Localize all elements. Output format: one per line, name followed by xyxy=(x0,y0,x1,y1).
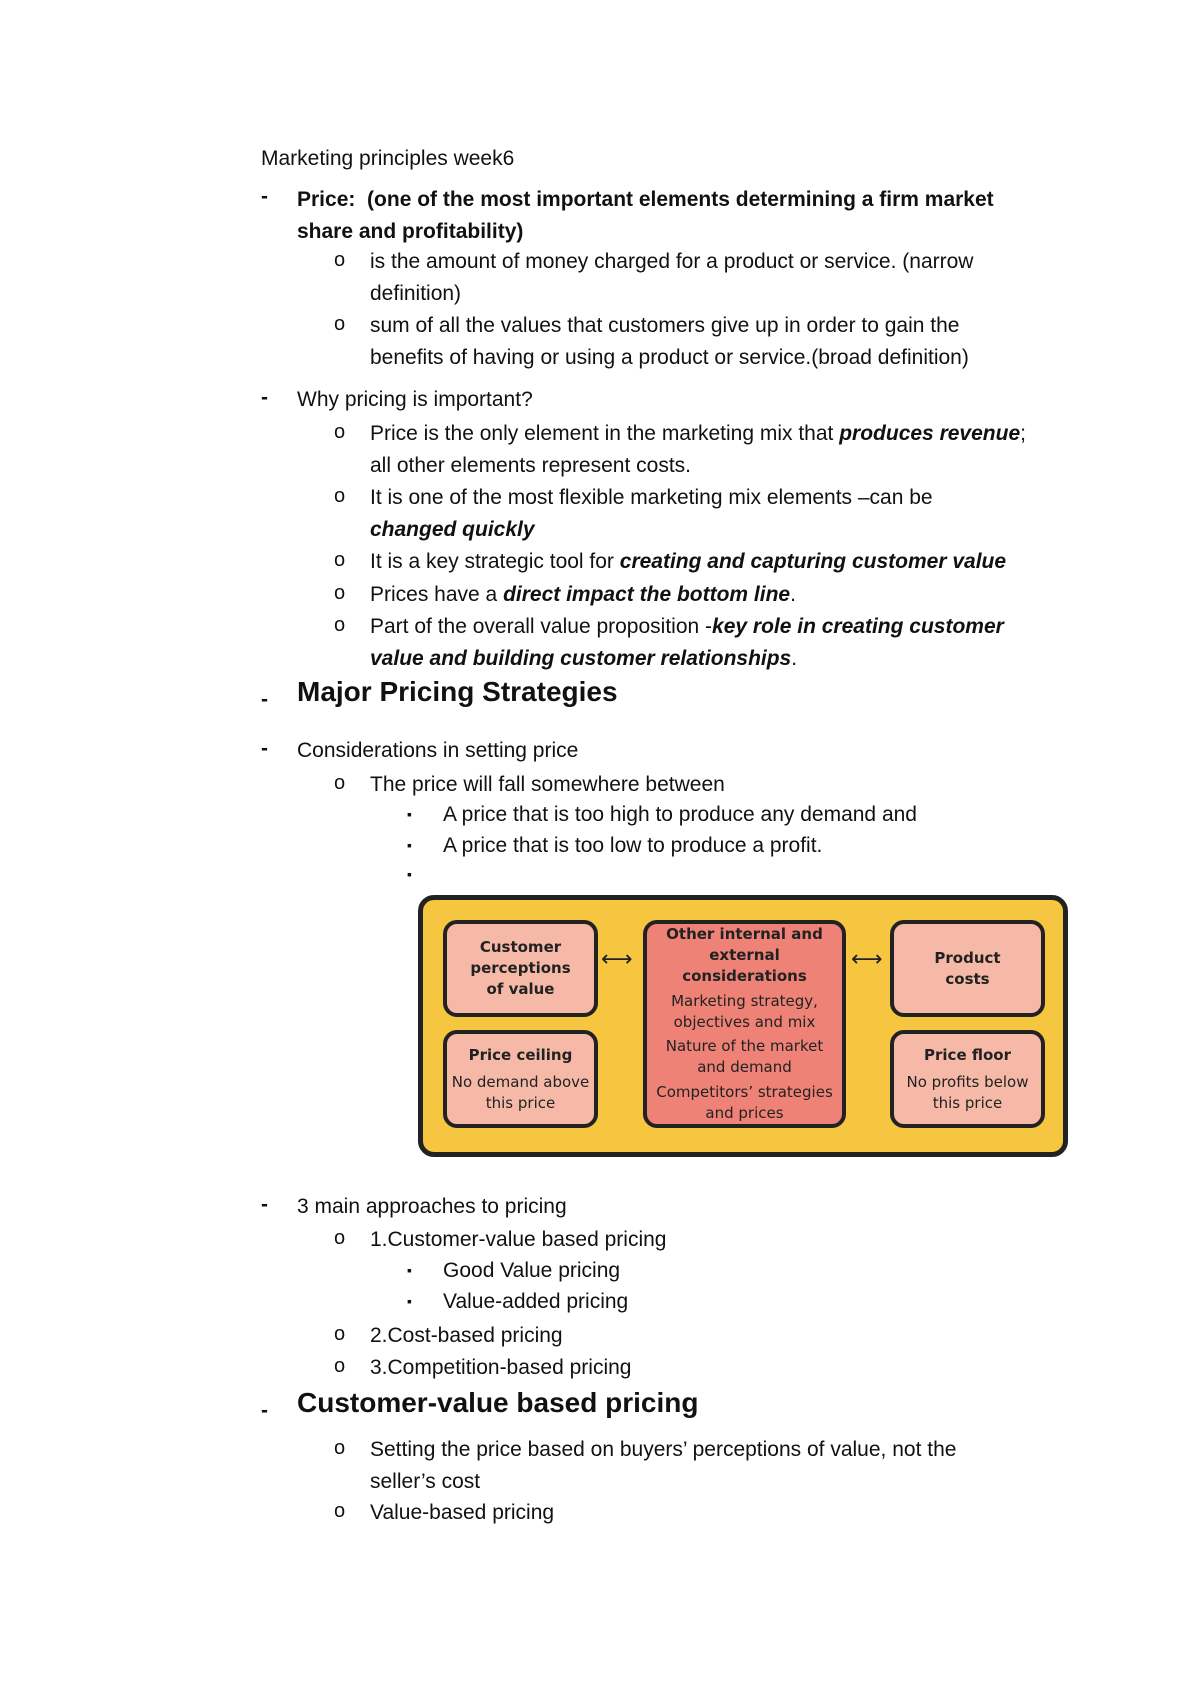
price-broad-def: sum of all the values that customers give up in order to gain the xyxy=(370,314,960,337)
cvbp-item-1: Setting the price based on buyers’ perceptions of value, not the xyxy=(370,1438,957,1461)
considerations-high: A price that is too high to produce any demand and xyxy=(443,803,917,826)
bullet-circle: o xyxy=(334,614,346,636)
product-costs-box: Product costs xyxy=(890,920,1045,1017)
considerations-label: Considerations in setting price xyxy=(297,739,579,762)
section-heading-major: Major Pricing Strategies xyxy=(297,676,618,707)
price-narrow-def: is the amount of money charged for a product or service. (narrow xyxy=(370,250,974,273)
why-item-2: It is one of the most flexible marketing mix elements –can be xyxy=(370,486,933,509)
bullet-circle: o xyxy=(334,549,346,571)
bullet-circle: o xyxy=(334,1227,346,1249)
approaches-label: 3 main approaches to pricing xyxy=(297,1195,567,1218)
bullet-dash: - xyxy=(261,386,268,409)
price-ceiling-box: Price ceiling No demand above this price xyxy=(443,1030,598,1128)
bullet-circle: o xyxy=(334,582,346,604)
pricing-considerations-diagram xyxy=(418,895,1068,1157)
bullet-circle: o xyxy=(334,772,346,794)
price-broad-def-cont: benefits of having or using a product or service.(broad definition) xyxy=(370,346,969,369)
why-item-1-cont: all other elements represent costs. xyxy=(370,454,691,477)
bullet-dash: - xyxy=(261,1399,268,1422)
why-item-1: Price is the only element in the marketing mix that produces revenue; xyxy=(370,422,1026,445)
approach-1-item-1: Good Value pricing xyxy=(443,1259,621,1282)
bullet-circle: o xyxy=(334,1500,346,1522)
bullet-square: ▪ xyxy=(407,1262,412,1278)
bullet-circle: o xyxy=(334,249,346,271)
price-line-1: Price: (one of the most important elements determining a firm market xyxy=(297,188,994,211)
bullet-dash: - xyxy=(261,1193,268,1216)
bullet-circle: o xyxy=(334,485,346,507)
bullet-dash: - xyxy=(261,737,268,760)
approach-3: 3.Competition-based pricing xyxy=(370,1356,632,1379)
why-label: Why pricing is important? xyxy=(297,388,533,411)
approach-2: 2.Cost-based pricing xyxy=(370,1324,563,1347)
why-item-4: Prices have a direct impact the bottom line. xyxy=(370,583,796,606)
bullet-square: ▪ xyxy=(407,1293,412,1309)
cvbp-item-1-cont: seller’s cost xyxy=(370,1470,481,1493)
bullet-circle: o xyxy=(334,1323,346,1345)
bullet-square: ▪ xyxy=(407,806,412,822)
price-narrow-def-cont: definition) xyxy=(370,282,462,305)
why-item-5-cont: value and building customer relationships. xyxy=(370,647,798,670)
bullet-square: ▪ xyxy=(407,837,412,853)
double-arrow-icon: ⟷ xyxy=(851,947,883,972)
price-line-2: share and profitability) xyxy=(297,220,524,243)
bullet-square: ▪ xyxy=(407,866,412,882)
approach-1: 1.Customer-value based pricing xyxy=(370,1228,667,1251)
double-arrow-icon: ⟷ xyxy=(601,947,633,972)
price-floor-box: Price floor No profits below this price xyxy=(890,1030,1045,1128)
why-item-3: It is a key strategic tool for creating and capturing customer value xyxy=(370,550,1007,573)
bullet-circle: o xyxy=(334,421,346,443)
bullet-circle: o xyxy=(334,1437,346,1459)
bullet-circle: o xyxy=(334,313,346,335)
considerations-low: A price that is too low to produce a profit. xyxy=(443,834,823,857)
why-item-5: Part of the overall value proposition -key role in creating customer xyxy=(370,615,1004,638)
customer-perceptions-box: Customer perceptions of value xyxy=(443,920,598,1017)
document-title: Marketing principles week6 xyxy=(261,147,515,170)
bullet-dash: - xyxy=(261,185,268,208)
bullet-circle: o xyxy=(334,1355,346,1377)
considerations-sub: The price will fall somewhere between xyxy=(370,773,725,796)
why-item-2-cont: changed quickly xyxy=(370,518,535,541)
cvbp-item-2: Value-based pricing xyxy=(370,1501,555,1524)
section-heading-cvbp: Customer-value based pricing xyxy=(297,1387,699,1418)
bullet-dash: - xyxy=(261,688,268,711)
approach-1-item-2: Value-added pricing xyxy=(443,1290,629,1313)
other-considerations-box: Other internal and external considerations Marketing strategy, objectives and mix Nature of the market and demand Competitors’ strategies and prices xyxy=(643,920,846,1128)
